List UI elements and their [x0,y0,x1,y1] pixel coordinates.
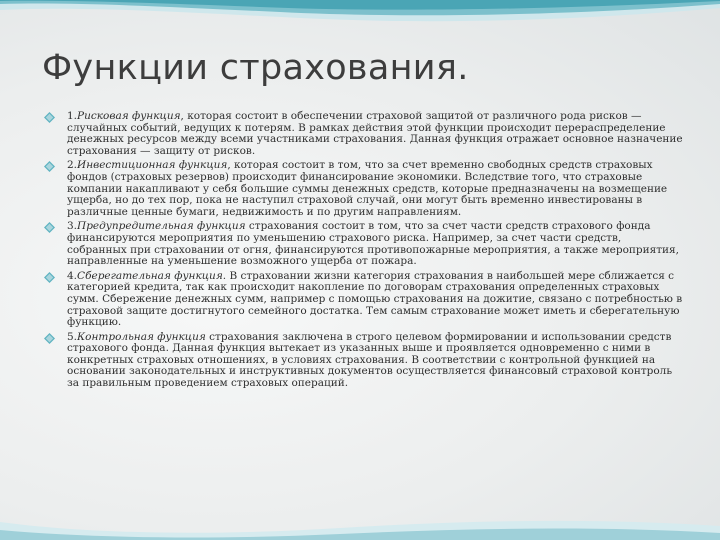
list-item [44,111,684,157]
item-text: страхования заключена в строго целевом формировании и использовании средств страхового фонда. Данная функция вытекает из указанных выше и проявляется одновременно с ними в конкретных страховых отношениях, в условиях страхования. В соответствии с контрольной функцией на основании законодательных и инструктивных документов осуществляется финансовый страховой контроль за правильным проведением страховых операций. [67,330,673,390]
item-number: 4. [67,269,78,282]
diamond-bullet-icon [44,272,55,283]
item-number: 5. [67,330,78,343]
item-text: , которая состоит в обеспечении страховой защитой от различного рода рисков — случайных событий, ведущих к потерям. В рамках действия этой функции происходит перераспределение денежных ресурсов между всеми участниками страхования. Данная функция отражает основное назначение страхования — защиту от рисков. [67,110,683,157]
list-item [44,332,684,390]
list-item [44,271,684,329]
item-term: Контрольная функция [77,330,206,343]
item-text: , которая состоит в том, что за счет временно свободных средств страховых фондов (страховых резервов) происходит финансирование экономики. Вследствие того, что страховые компании накапливают у себя большие суммы денежных средств, которые предназначены на возмещение ущерба, но до тех пор, пока не наступил страховой случай, они могут быть временно инвестированы в различные ценные бумаги, недвижимость и по другим направлениям. [67,159,668,218]
item-number: 2. [67,159,78,172]
item-term: Сберегательная функция [77,269,223,282]
item-text: . В страховании жизни категория страхования в наибольшей мере сближается с категорией кредита, так как происходит накопление по договорам страхования определенных страховых сумм. Сбережение денежных сумм, например с помощью страхования на дожитие, связано с потребностью в страховой защите достигнутого семейного достатка. Тем самым страхование может иметь и сберегательную функцию. [67,269,683,329]
diamond-bullet-icon [44,222,55,233]
item-term: Инвестиционная функция [77,159,228,172]
item-number: 1. [67,110,78,122]
function-list [44,111,684,393]
item-text: страхования состоит в том, что за счет части средств страхового фонда финансируются мероприятия по уменьшению страхового риска. Например, за счет части средств, собранных при страховании от огня, финансируются противопожарные мероприятия, а также мероприятия, направленные на уменьшение возможного ущерба от пожара. [67,220,680,268]
item-number: 3. [67,220,78,233]
item-term: Рисковая функция [77,110,181,122]
item-term: Предупредительная функция [77,220,246,233]
diamond-bullet-icon [44,333,55,344]
list-item [44,221,684,267]
bottom-wave-decoration [0,500,720,540]
page-title: Функции страхования. [42,48,469,88]
top-wave-decoration [0,0,720,40]
diamond-bullet-icon [44,161,55,172]
diamond-bullet-icon [44,112,55,123]
list-item [44,160,684,218]
